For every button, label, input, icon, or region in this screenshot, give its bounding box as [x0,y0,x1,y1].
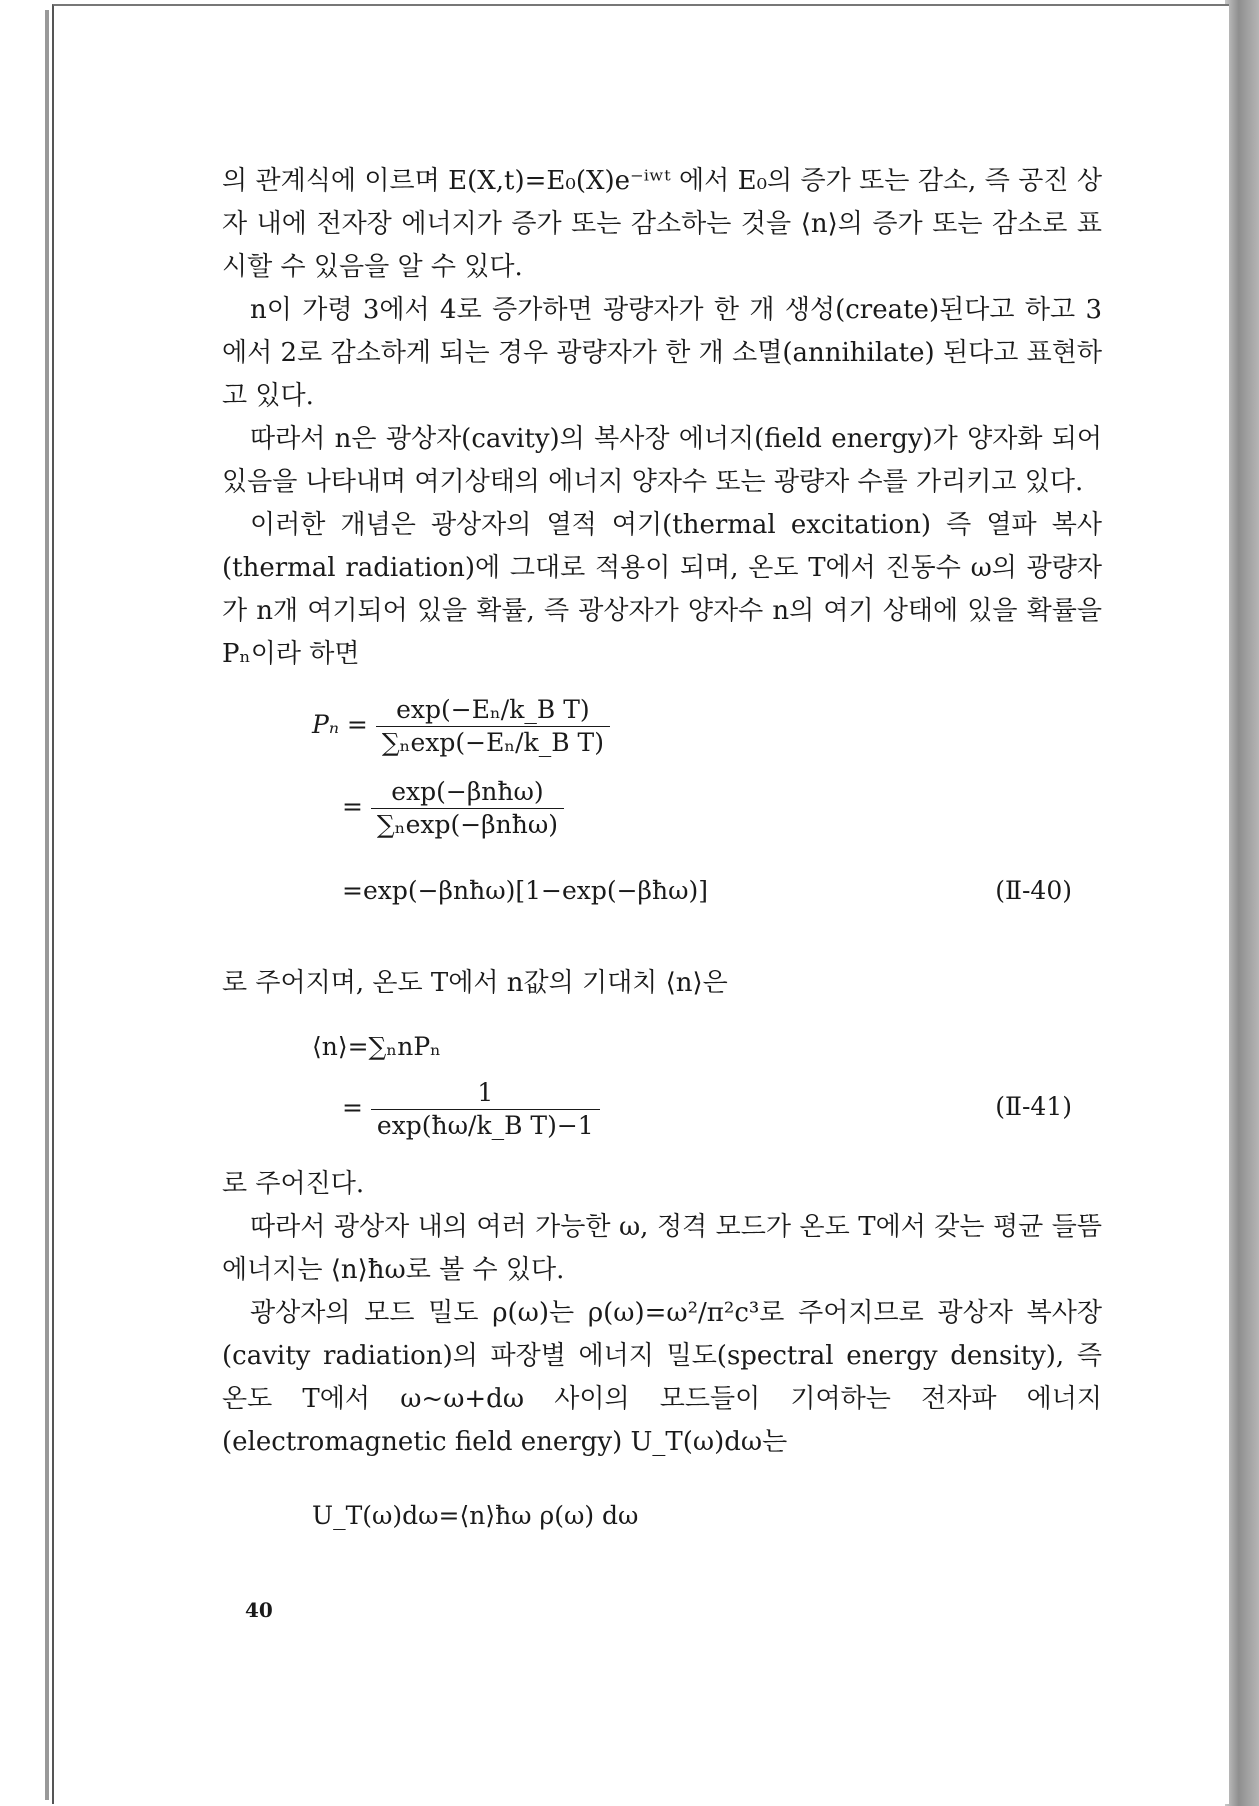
eq40-denominator-1: ∑ₙexp(−Eₙ/k_B T) [381,728,604,757]
eq40-numerator-2: exp(−βnħω) [371,776,564,809]
equation-II-40 [222,694,1102,934]
eq41-fraction [371,1077,600,1142]
page-edge-shadow [1225,0,1259,1806]
eq40-row-3: =exp(−βnħω)[1−exp(−βħω)] [342,876,708,905]
page-content [222,160,1102,1537]
eq40-row-1 [312,694,610,759]
paragraph-2: n이 가령 3에서 4로 증가하면 광량자가 한 개 생성(create)된다고 하고 3에서 2로 감소하게 되는 경우 광량자가 한 개 소멸(annihilate) 된다고 표현하고 있다. [222,295,1102,411]
paragraph-1: 의 관계식에 이르며 E(X,t)=E₀(X)e⁻ⁱʷᵗ 에서 E₀의 증가 또는 감소, 즉 공진 상자 내에 전자장 에너지가 증가 또는 감소하는 것을 ⟨n⟩의 증가 또는 감소로 표시할 수 있음을 알 수 있다. [222,166,1102,282]
eq40-denominator-2: ∑ₙexp(−βnħω) [376,810,558,839]
equation-II-41 [222,1025,1102,1155]
eq41-row-1: ⟨n⟩=∑ₙnPₙ [312,1032,441,1061]
eq41-denominator: exp(ħω/k_B T)−1 [376,1111,594,1140]
binding-edge [45,10,49,1800]
eq41-label: (Ⅱ-41) [995,1092,1072,1121]
eq40-fraction-1 [376,694,610,759]
equals-sign: = [342,1093,363,1122]
paragraph-7: 광상자의 모드 밀도 ρ(ω)는 ρ(ω)=ω²/π²c³로 주어지므로 광상자 복사장(cavity radiation)의 파장별 에너지 밀도(spectral energy density), 즉 온도 T에서 ω~ω+dω 사이의 모드들이 기여하는 전자파 에너지 (electromagnetic field energy) U_T(ω)dω는 [222,1298,1102,1457]
eq40-label: (Ⅱ-40) [995,876,1072,905]
page-number: 40 [245,1598,273,1622]
eq41-row-2 [342,1077,600,1142]
paragraph-4: 이러한 개념은 광상자의 열적 여기(thermal excitation) 즉 열파 복사 (thermal radiation)에 그대로 적용이 되며, 온도 T에서 진동수 ω의 광량자가 n개 여기되어 있을 확률, 즉 광상자가 양자수 n의 여기 상태에 있을 확률을 Pₙ이라 하면 [222,510,1102,669]
paragraph-mid: 로 주어지며, 온도 T에서 n값의 기대치 ⟨n⟩은 [222,968,728,998]
paragraph-5: 로 주어진다. [222,1169,365,1199]
eq40-row-2 [342,776,564,841]
eq40-fraction-2 [371,776,564,841]
equals-sign: = [342,792,363,821]
eq41-numerator: 1 [371,1077,600,1110]
equation-spectral-energy: U_T(ω)dω=⟨n⟩ħω ρ(ω) dω [312,1501,639,1530]
eq40-numerator-1: exp(−Eₙ/k_B T) [376,694,610,727]
eq40-lhs: Pₙ = [312,710,368,739]
paragraph-3: 따라서 n은 광상자(cavity)의 복사장 에너지(field energy)가 양자화 되어 있음을 나타내며 여기상태의 에너지 양자수 또는 광량자 수를 가리키고 있다. [222,424,1102,497]
paragraph-6: 따라서 광상자 내의 여러 가능한 ω, 정격 모드가 온도 T에서 갖는 평균 들뜸에너지는 ⟨n⟩ħω로 볼 수 있다. [222,1212,1102,1285]
